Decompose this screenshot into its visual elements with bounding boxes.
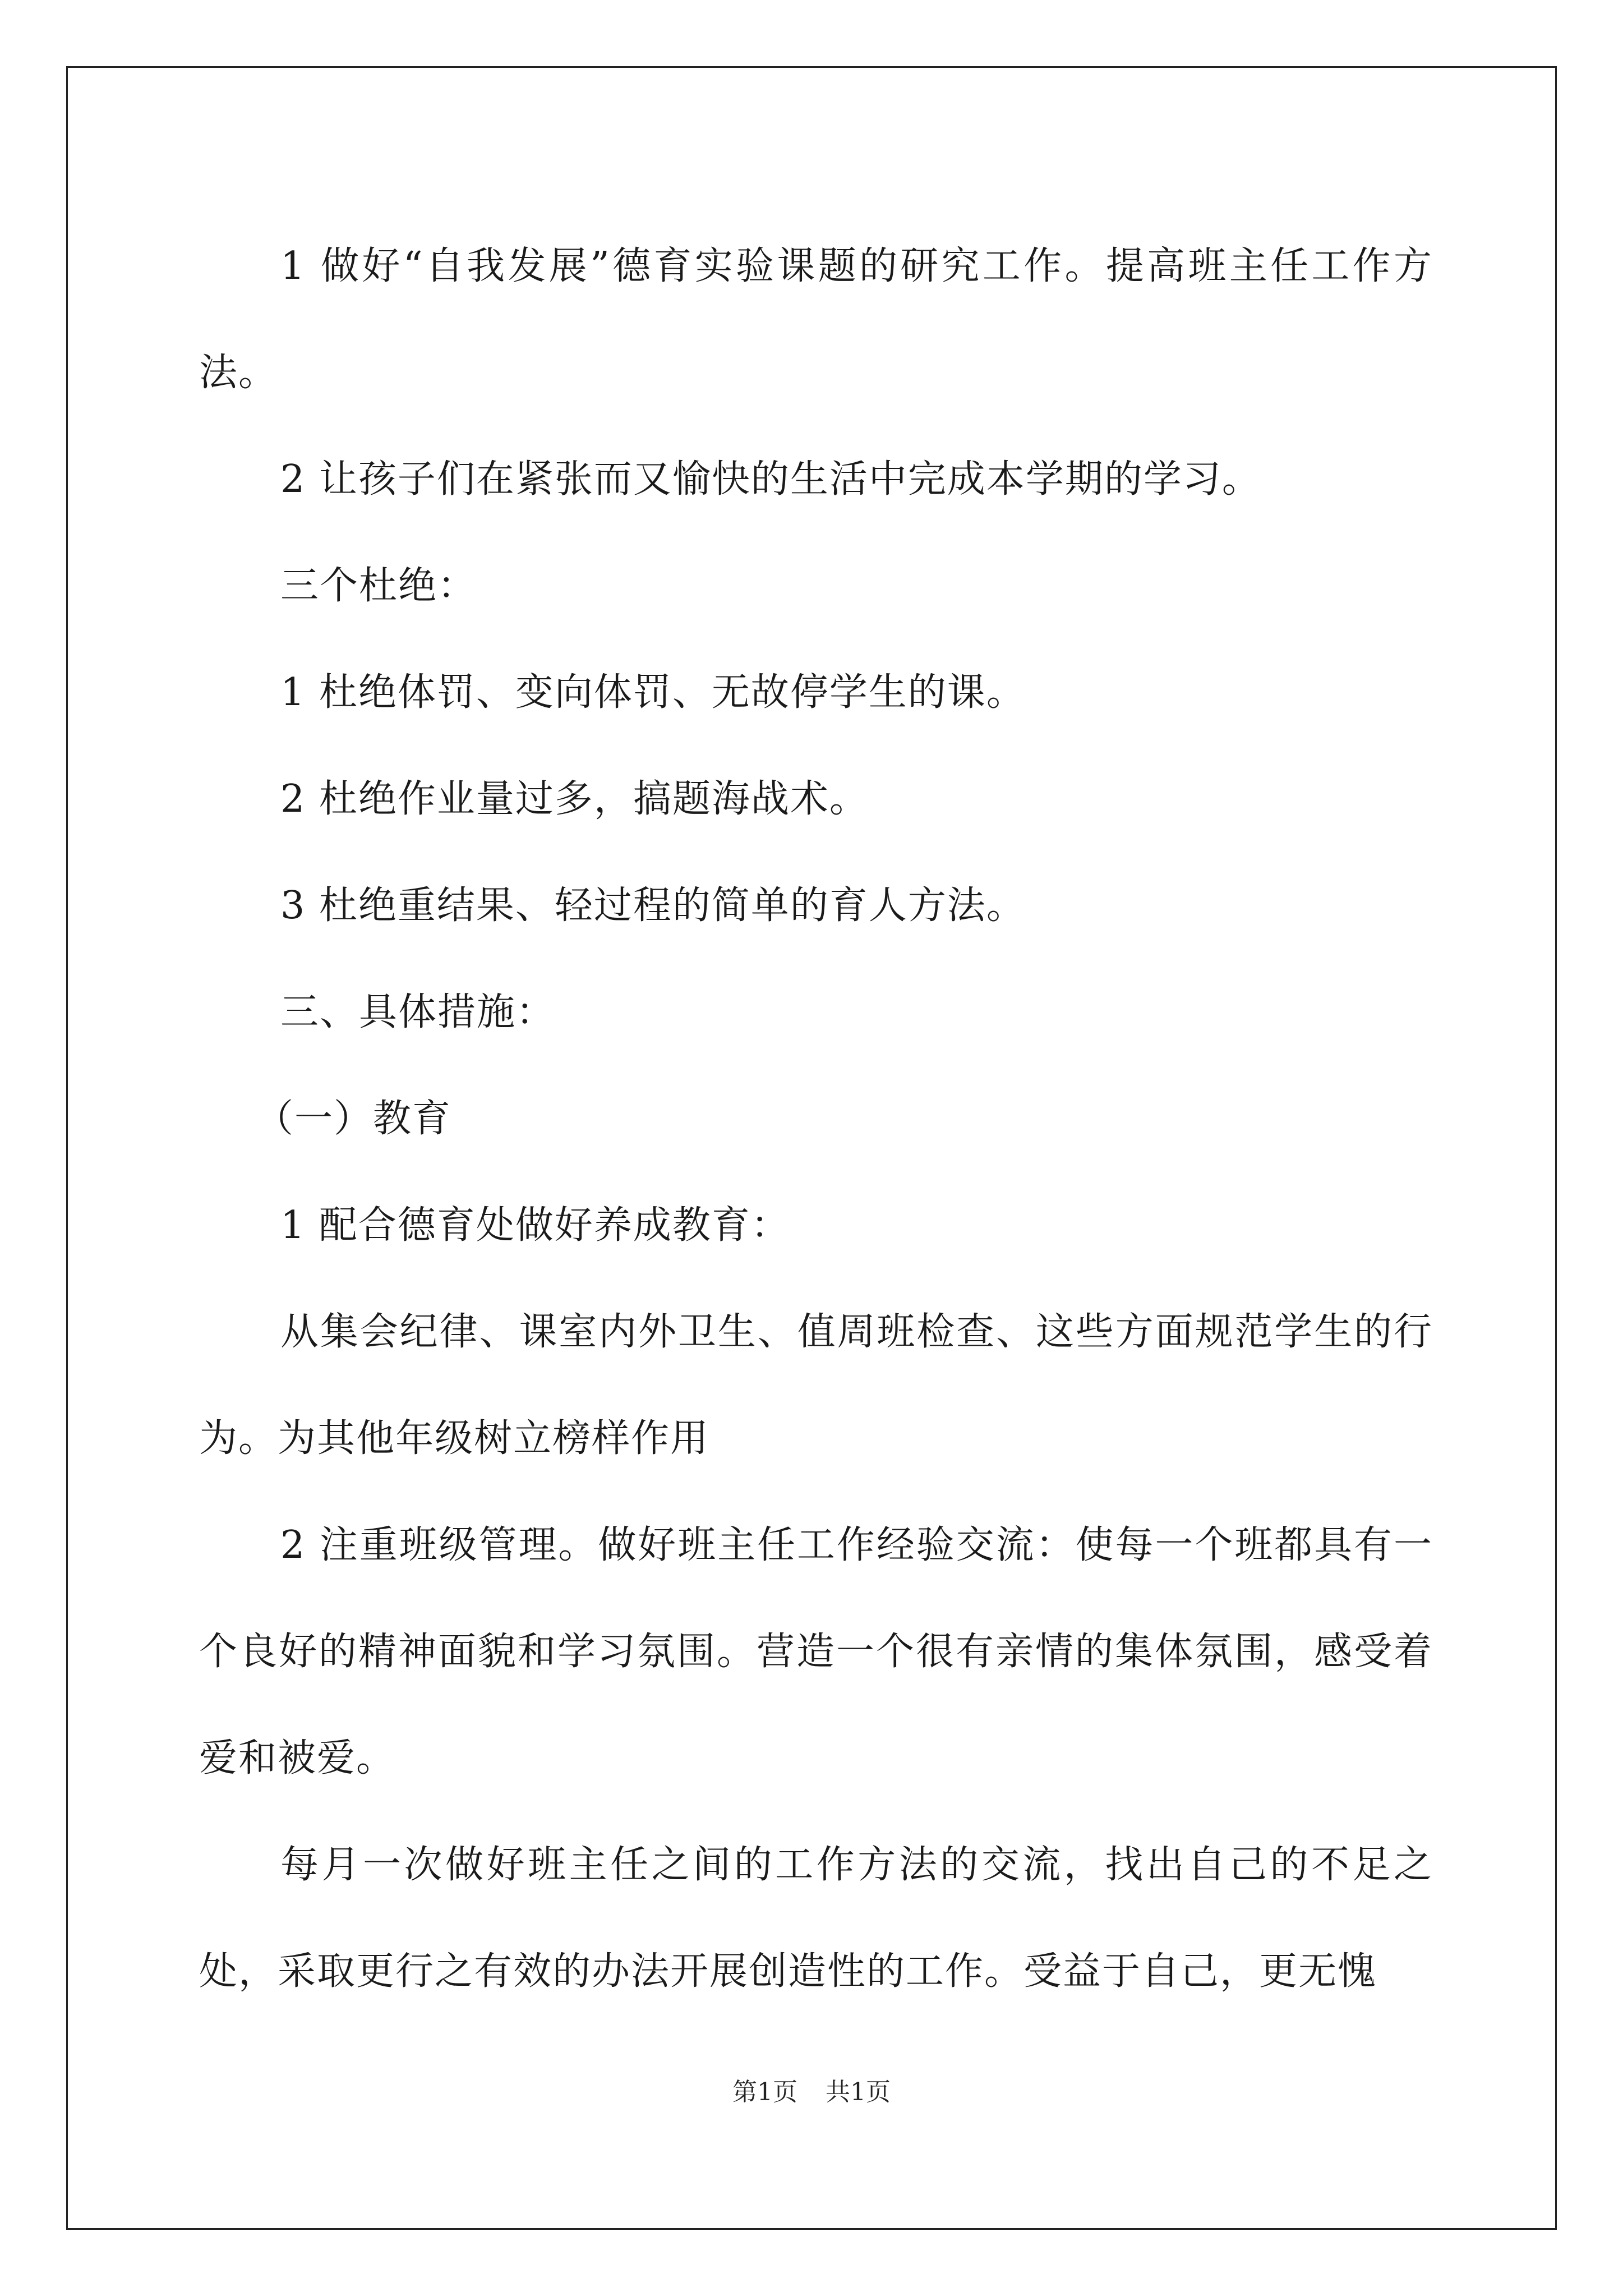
page-count: 共1页	[826, 2078, 891, 2106]
page-footer	[0, 2076, 1623, 2109]
page-number: 第1页	[732, 2078, 797, 2106]
document-body	[199, 213, 1433, 2025]
paragraph: 1 配合德育处做好养成教育：	[280, 1203, 790, 1248]
paragraph: 3 杜绝重结果、轻过程的简单的育人方法。	[280, 884, 1026, 928]
paragraph: 三个杜绝：	[280, 564, 477, 608]
paragraph: 1 杜绝体罚、变向体罚、无故停学生的课。	[280, 670, 1026, 715]
paragraph: 每月一次做好班主任之间的工作方法的交流，找出自己的不足之处，采取更行之有效的办法开展创造性的工作。受益于自己，更无愧	[199, 1843, 1433, 1994]
paragraph: 1 做好“自我发展”德育实验课题的研究工作。提高班主任工作方法。	[199, 244, 1433, 395]
subsection-heading: （一）教育	[255, 1097, 452, 1141]
paragraph: 2 注重班级管理。做好班主任工作经验交流：使每一个班都具有一个良好的精神面貌和学习氛围。营造一个很有亲情的集体氛围，感受着爱和被爱。	[199, 1523, 1433, 1780]
paragraph: 2 让孩子们在紧张而又愉快的生活中完成本学期的学习。	[280, 457, 1261, 501]
section-heading: 三、具体措施：	[280, 990, 556, 1034]
paragraph: 从集会纪律、课室内外卫生、值周班检查、这些方面规范学生的行为。为其他年级树立榜样作用	[199, 1310, 1433, 1461]
paragraph: 2 杜绝作业量过多，搞题海战术。	[280, 777, 869, 821]
